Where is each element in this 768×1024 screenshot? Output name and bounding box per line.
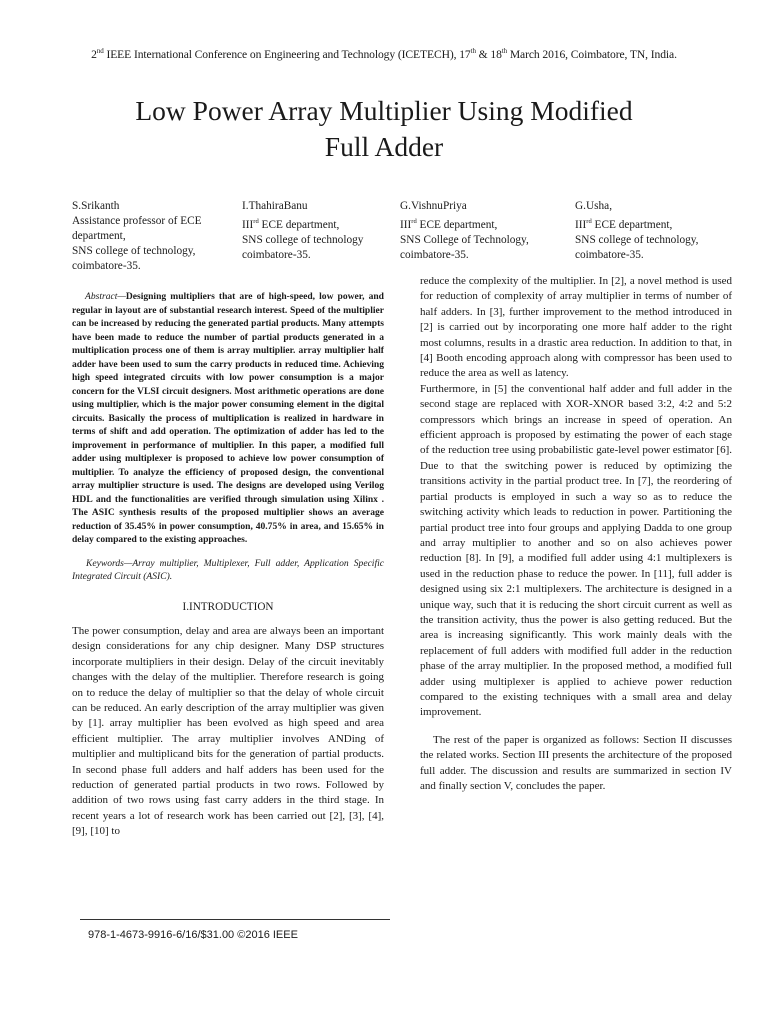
conference-header: 2nd IEEE International Conference on Engineering and Technology (ICETECH), 17th & 18th March 2016, Coimbatore, TN, India.	[91, 47, 677, 61]
author-affiliation: coimbatore-35.	[575, 248, 644, 261]
left-column	[72, 290, 384, 840]
title-line-2: Full Adder	[324, 131, 444, 162]
author-affiliation: IIIrd ECE department,	[242, 218, 340, 231]
section-heading-introduction: I.INTRODUCTION	[182, 600, 274, 613]
keywords: Keywords—Array multiplier, Multiplexer, Full adder, Application Specific Integrated Circuit (ASIC).	[72, 557, 384, 582]
intro-paragraph: The power consumption, delay and area are always been an important design considerations for any chip designer. Many DSP structures incorporate multipliers in their design. Delay of the circuit inevitably changes with the delay of the multiplier. Therefore research is going on to reduce the delay of multiplier so that the delay of whole circuit can be reduced. An early description of the array multiplier was given by [1]. array multiplier has been evolved as high speed and area efficient multiplier. The array multiplier involves ANDing of multiplier and multiplicand bits for the generation of partial products. In second phase full adders and half adders has been used for the reduction of generated partial products in two rows. Followed by addition of two rows using fast carry adders in the third stage. In recent years a lot of research work has been carried out [2], [3], [4], [9], [10] to	[72, 624, 384, 838]
author-affiliation: SNS college of technology,	[72, 245, 196, 257]
author-name: I.ThahiraBanu	[242, 200, 308, 212]
paper-title	[60, 93, 708, 165]
author-affiliation: SNS college of technology,	[575, 233, 699, 246]
author-affiliation: IIIrd ECE department,	[575, 218, 673, 231]
author-4	[575, 199, 735, 263]
title-line-1: Low Power Array Multiplier Using Modified	[135, 95, 633, 126]
body-paragraph: reduce the complexity of the multiplier. In [2], a novel method is used for reduction of complexity of array multiplier in terms of number of half adders. In [3], further improvement to the method introduced in [2] is carried out by incorporating one more half adder to the right most columns, results in a drastic area reduction. In addition to that, in [4] Booth encoding approach along with compressor has been used to reduce the area as well as latency.	[420, 275, 732, 380]
author-affiliation: IIIrd ECE department,	[400, 218, 498, 231]
author-name: S.Srikanth	[72, 200, 120, 212]
author-3	[400, 199, 565, 263]
body-paragraph: The rest of the paper is organized as follows: Section II discusses the related works. Section III presents the architecture of the proposed full adder. The discussion and results are summarized in section IV and finally section V, concludes the paper.	[420, 733, 732, 792]
author-name: G.Usha,	[575, 200, 613, 212]
author-affiliation: coimbatore-35.	[72, 260, 141, 272]
author-affiliation: coimbatore-35.	[400, 248, 469, 261]
author-1	[72, 199, 232, 274]
author-affiliation: Assistance professor of ECE	[72, 215, 202, 227]
abstract: Abstract—Designing multipliers that are of high-speed, low power, and regular in layout are of substantial research interest. Speed of the multiplier can be increased by reducing the generated partial products. Many attempts have been made to reduce the number of partial products generated in a multiplication process one of them is array multiplier. array multiplier half adder have been used to sum the carry products in reduced time. Achieving high speed integrated circuits with low power consumption is a major concern for the VLSI circuit designers. Most arithmetic operations are done using multiplier, which is the major power consuming element in the digital circuits. Basically the process of multiplication is realized in hardware in terms of shift and add operation. The optimization of adder has led to the improvement in performance of multiplier. In this paper, a modified full adder using multiplexer is proposed to achieve low power consumption of multiplier. To analyze the efficiency of proposed design, the conventional array multiplier structure is used. The designs are developed using Verilog HDL and the functionalities are verified through simulation using Xilinx . The ASIC synthesis results of the proposed multiplier shows an average reduction of 35.45% in power consumption, 40.75% in area, and 15.65% in delay compared to the existing approaches.	[72, 291, 384, 545]
author-2	[242, 199, 392, 263]
author-affiliation: department,	[72, 230, 126, 242]
footer-divider	[80, 919, 390, 920]
body-paragraph: Furthermore, in [5] the conventional half adder and full adder in the second stage are replaced with XOR-XNOR based 3:2, 4:2 and 5:2 compressors which brings an increase in speed of operation. An efficient approach is proposed by estimating the power of each stage of the reduction tree using probabilistic gate-level power estimator [6]. Due to that the switching power is reduced by optimizing the transitions activity in the partial product tree. In [7], the reordering of partial products is employed in such a way so as to reduce the switching activity which leads to reduction in power. Partitioning the partial product tree into four groups and applying Dadda to one group and array multiplier to another and so on also achieves power reduction [8]. In [9], a modified full adder using 4:1 multiplexers is used in the reduction phase to reduce the power. In [11], full adder is designed using six 2:1 multiplexers. The architecture is designed in a unique way, such that it is reducing the short circuit current as well as the transition activity, thus the power is also getting reduced. But the area is increasing significantly. This work mainly deals with the replacement of full adders with modified full adder in the reduction phase of the array multiplier. In the proposed method, a modified full adder using multiplexer is applied to achieve power reduction compared to the existing techniques with a small area and delay improvement.	[420, 382, 732, 719]
copyright-footer: 978-1-4673-9916-6/16/$31.00 ©2016 IEEE	[88, 929, 298, 941]
right-column	[420, 274, 732, 794]
author-affiliation: SNS College of Technology,	[400, 233, 529, 246]
author-affiliation: coimbatore-35.	[242, 248, 311, 261]
author-affiliation: SNS college of technology	[242, 233, 364, 246]
author-name: G.VishnuPriya	[400, 200, 467, 212]
